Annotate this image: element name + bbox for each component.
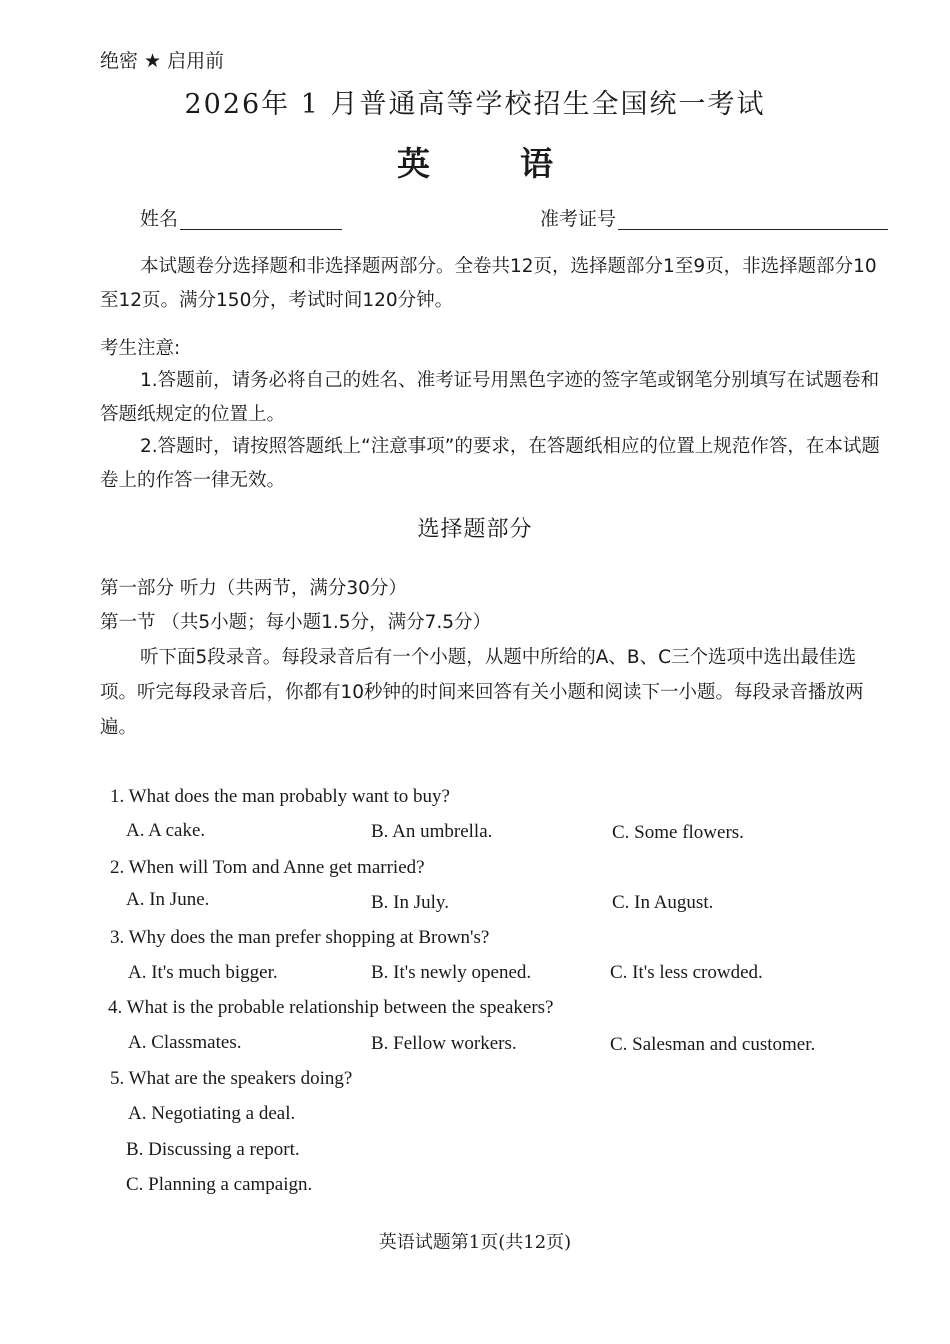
q3-option-a[interactable]: A. It's much bigger.: [128, 962, 278, 983]
section-title: 选择题部分: [417, 517, 533, 542]
question-3: 3. Why does the man prefer shopping at Brown's?: [110, 927, 490, 948]
subject-char-1: 英: [397, 144, 430, 183]
q4-option-c[interactable]: C. Salesman and customer.: [610, 1034, 816, 1055]
q4-option-a[interactable]: A. Classmates.: [128, 1032, 242, 1053]
intro-paragraph: 本试题卷分选择题和非选择题两部分。全卷共12页，选择题部分1至9页，非选择题部分10至12页。满分150分，考试时间120分钟。: [100, 256, 877, 311]
q1-option-a[interactable]: A. A cake.: [126, 820, 206, 841]
ticket-number-label: 准考证号: [540, 208, 617, 230]
q2-option-c[interactable]: C. In August.: [612, 892, 714, 913]
q1-option-b[interactable]: B. An umbrella.: [371, 821, 493, 842]
notice-item-2: 2.答题时，请按照答题纸上“注意事项”的要求，在答题纸相应的位置上规范作答，在本试题卷上的作答一律无效。: [100, 436, 880, 491]
ticket-number-blank[interactable]: [618, 229, 888, 230]
q2-option-b[interactable]: B. In July.: [371, 892, 449, 913]
subject-title: [0, 138, 950, 185]
q5-option-a[interactable]: A. Negotiating a deal.: [128, 1103, 296, 1124]
section1-title: 第一节 （共5小题；每小题1.5分，满分7.5分）: [100, 612, 491, 633]
q5-option-c[interactable]: C. Planning a campaign.: [126, 1174, 313, 1195]
q4-option-b[interactable]: B. Fellow workers.: [371, 1033, 517, 1054]
confidential-mark: 绝密 ★ 启用前: [100, 50, 225, 72]
question-4: 4. What is the probable relationship between the speakers?: [108, 997, 554, 1018]
q1-option-c[interactable]: C. Some flowers.: [612, 822, 744, 843]
q2-option-a[interactable]: A. In June.: [126, 889, 210, 910]
question-5: 5. What are the speakers doing?: [110, 1068, 353, 1089]
page-footer: 英语试题第1页(共12页): [378, 1232, 572, 1253]
exam-title: 2026年 1 月普通高等学校招生全国统一考试: [184, 89, 766, 120]
q3-option-b[interactable]: B. It's newly opened.: [371, 962, 532, 983]
part1-title: 第一部分 听力（共两节，满分30分）: [100, 578, 407, 599]
subject-char-2: 语: [520, 144, 553, 183]
question-1: 1. What does the man probably want to buy?: [110, 786, 450, 807]
q3-option-c[interactable]: C. It's less crowded.: [610, 962, 763, 983]
q5-option-b[interactable]: B. Discussing a report.: [126, 1139, 300, 1160]
notice-title: 考生注意:: [100, 338, 181, 359]
question-2: 2. When will Tom and Anne get married?: [110, 857, 425, 878]
listening-instruction: 听下面5段录音。每段录音后有一个小题，从题中所给的A、B、C三个选项中选出最佳选项。听完每段录音后，你都有10秒钟的时间来回答有关小题和阅读下一小题。每段录音播放两遍。: [100, 647, 864, 738]
name-blank[interactable]: [180, 229, 342, 230]
name-label: 姓名: [140, 208, 179, 230]
notice-item-1: 1.答题前，请务必将自己的姓名、准考证号用黑色字迹的签字笔或钢笔分别填写在试题卷和答题纸规定的位置上。: [100, 370, 880, 425]
